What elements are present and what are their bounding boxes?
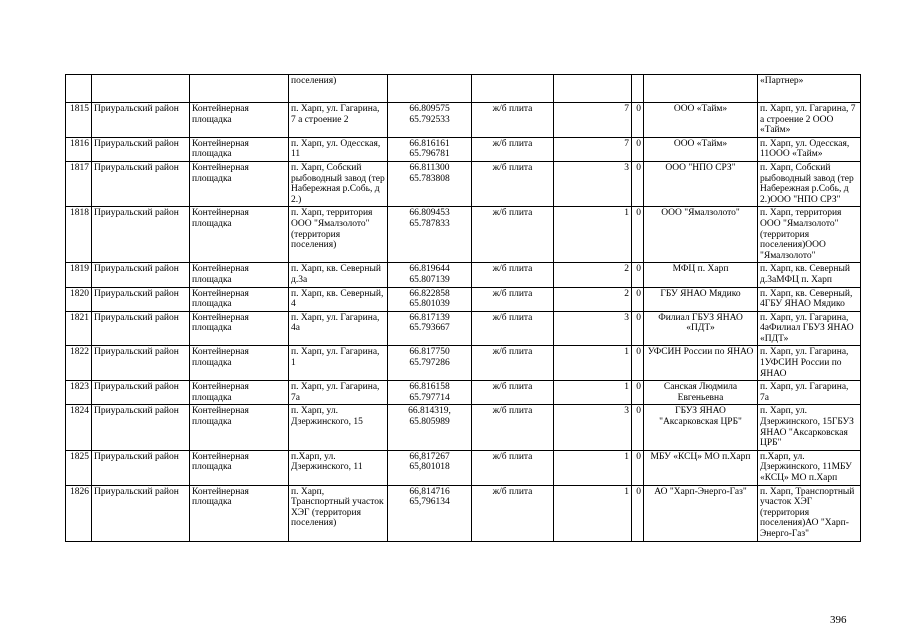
table-row-continued [66, 75, 861, 103]
cell-address: п. Харп, ул. Гагарина, 7а [289, 381, 388, 405]
cell-owner: Филиал ГБУЗ ЯНАО «ПДТ» [644, 311, 758, 346]
cell-type: Контейнерная площадка [190, 405, 289, 450]
cell-volume: 0 [632, 287, 644, 311]
cell-id: 1815 [66, 103, 92, 138]
cell-coords: 66.816158 65.797714 [388, 381, 472, 405]
cell-volume: 0 [632, 405, 644, 450]
cell-address: п. Харп, ул. Гагарина, 7 а строение 2 [289, 103, 388, 138]
registry-table [65, 74, 861, 542]
cell-source: п. Харп, ул. Гагарина, 7а [758, 381, 861, 405]
table-row [66, 450, 861, 485]
cell-type: Контейнерная площадка [190, 287, 289, 311]
cell-count: 7 [554, 103, 632, 138]
cell-cover: ж/б плита [472, 287, 554, 311]
cell-owner: ООО «Тайм» [644, 137, 758, 161]
table-row [66, 381, 861, 405]
cell-source: п. Харп, кв. Северный, 4ГБУ ЯНАО Мядико [758, 287, 861, 311]
cell-owner: МФЦ п. Харп [644, 263, 758, 287]
cell-source: «Партнер» [758, 75, 861, 103]
cell-count: 3 [554, 405, 632, 450]
cell-count: 2 [554, 287, 632, 311]
cell-cover: ж/б плита [472, 311, 554, 346]
table-row [66, 263, 861, 287]
cell-owner: ГБУ ЯНАО Мядико [644, 287, 758, 311]
cell-id [66, 75, 92, 103]
cell-source: п.Харп, ул. Дзержинского, 11МБУ «КСЦ» МО п.Харп [758, 450, 861, 485]
cell-count: 2 [554, 263, 632, 287]
cell-count: 1 [554, 485, 632, 541]
cell-address: п. Харп, ул. Гагарина, 4а [289, 311, 388, 346]
cell-cover [472, 75, 554, 103]
cell-volume: 0 [632, 103, 644, 138]
cell-coords: 66,814716 65,796134 [388, 485, 472, 541]
cell-type: Контейнерная площадка [190, 161, 289, 206]
cell-volume: 0 [632, 207, 644, 263]
cell-owner: МБУ «КСЦ» МО п.Харп [644, 450, 758, 485]
cell-address: п. Харп, Транспортный участок ХЭГ (территория поселения) [289, 485, 388, 541]
cell-source: п. Харп, Транспортный участок ХЭГ (территория поселения)АО "Харп-Энерго-Газ" [758, 485, 861, 541]
cell-id: 1821 [66, 311, 92, 346]
cell-volume: 0 [632, 346, 644, 381]
cell-address: п. Харп, ул. Гагарина, 1 [289, 346, 388, 381]
cell-type: Контейнерная площадка [190, 207, 289, 263]
table-row [66, 405, 861, 450]
cell-source: п. Харп, ул. Гагарина, 1УФСИН России по ЯНАО [758, 346, 861, 381]
cell-id: 1820 [66, 287, 92, 311]
cell-volume: 0 [632, 381, 644, 405]
cell-id: 1819 [66, 263, 92, 287]
cell-type: Контейнерная площадка [190, 450, 289, 485]
cell-source: п. Харп, территория ООО "Ямалзолото" (территория поселения)ООО "Ямалзолото" [758, 207, 861, 263]
table-row [66, 311, 861, 346]
cell-count: 3 [554, 161, 632, 206]
cell-coords: 66.814319, 65.805989 [388, 405, 472, 450]
cell-district: Приуральский район [92, 405, 190, 450]
cell-coords [388, 75, 472, 103]
cell-type: Контейнерная площадка [190, 381, 289, 405]
cell-type: Контейнерная площадка [190, 346, 289, 381]
cell-address: п. Харп, Собский рыбоводный завод (тер Набережная р.Собь, д 2.) [289, 161, 388, 206]
cell-source: п. Харп, Собский рыбоводный завод (тер Набережная р.Собь, д 2.)ООО "НПО СРЗ" [758, 161, 861, 206]
cell-owner: УФСИН России по ЯНАО [644, 346, 758, 381]
cell-source: п. Харп, ул. Дзержинского, 15ГБУЗ ЯНАО "Аксарковская ЦРБ" [758, 405, 861, 450]
cell-address: п.Харп, ул. Дзержинского, 11 [289, 450, 388, 485]
cell-count [554, 75, 632, 103]
cell-address: п. Харп, кв. Северный, 4 [289, 287, 388, 311]
cell-type: Контейнерная площадка [190, 485, 289, 541]
cell-volume: 0 [632, 137, 644, 161]
cell-source: п. Харп, ул. Гагарина, 4аФилиал ГБУЗ ЯНАО «ПДТ» [758, 311, 861, 346]
cell-source: п. Харп, ул. Одесская, 11ООО «Тайм» [758, 137, 861, 161]
cell-district: Приуральский район [92, 287, 190, 311]
cell-volume: 0 [632, 450, 644, 485]
cell-owner [644, 75, 758, 103]
cell-owner: ООО «Тайм» [644, 103, 758, 138]
cell-coords: 66.822858 65.801039 [388, 287, 472, 311]
cell-address: п. Харп, территория ООО "Ямалзолото" (территория поселения) [289, 207, 388, 263]
page-number: 396 [830, 614, 847, 626]
cell-type [190, 75, 289, 103]
cell-owner: ООО "НПО СРЗ" [644, 161, 758, 206]
cell-cover: ж/б плита [472, 161, 554, 206]
cell-address: п. Харп, ул. Дзержинского, 15 [289, 405, 388, 450]
cell-owner: ГБУЗ ЯНАО "Аксарковская ЦРБ" [644, 405, 758, 450]
cell-district: Приуральский район [92, 137, 190, 161]
cell-count: 1 [554, 381, 632, 405]
cell-owner: АО "Харп-Энерго-Газ" [644, 485, 758, 541]
cell-volume: 0 [632, 161, 644, 206]
cell-cover: ж/б плита [472, 103, 554, 138]
cell-district: Приуральский район [92, 161, 190, 206]
cell-volume: 0 [632, 485, 644, 541]
cell-coords: 66.816161 65.796781 [388, 137, 472, 161]
cell-id: 1823 [66, 381, 92, 405]
table-row [66, 346, 861, 381]
cell-type: Контейнерная площадка [190, 311, 289, 346]
cell-coords: 66.819644 65.807139 [388, 263, 472, 287]
table-row [66, 287, 861, 311]
cell-coords: 66.811300 65.783808 [388, 161, 472, 206]
cell-cover: ж/б плита [472, 450, 554, 485]
table-row [66, 485, 861, 541]
cell-source: п. Харп, ул. Гагарина, 7 а строение 2 ООО «Тайм» [758, 103, 861, 138]
cell-count: 1 [554, 207, 632, 263]
cell-count: 7 [554, 137, 632, 161]
cell-coords: 66.817750 65.797286 [388, 346, 472, 381]
cell-type: Контейнерная площадка [190, 103, 289, 138]
table-row [66, 207, 861, 263]
table-row [66, 137, 861, 161]
cell-cover: ж/б плита [472, 485, 554, 541]
cell-district: Приуральский район [92, 311, 190, 346]
cell-coords: 66.809453 65.787833 [388, 207, 472, 263]
cell-cover: ж/б плита [472, 207, 554, 263]
cell-volume: 0 [632, 311, 644, 346]
cell-cover: ж/б плита [472, 137, 554, 161]
cell-district: Приуральский район [92, 381, 190, 405]
cell-district: Приуральский район [92, 207, 190, 263]
cell-district: Приуральский район [92, 103, 190, 138]
cell-district: Приуральский район [92, 450, 190, 485]
cell-cover: ж/б плита [472, 346, 554, 381]
cell-volume: 0 [632, 263, 644, 287]
table-row [66, 103, 861, 138]
cell-coords: 66.809575 65.792533 [388, 103, 472, 138]
cell-id: 1822 [66, 346, 92, 381]
cell-id: 1816 [66, 137, 92, 161]
cell-count: 1 [554, 346, 632, 381]
cell-owner: ООО "Ямалзолото" [644, 207, 758, 263]
cell-district: Приуральский район [92, 485, 190, 541]
cell-address: п. Харп, кв. Северный д.3а [289, 263, 388, 287]
table-row [66, 161, 861, 206]
cell-id: 1826 [66, 485, 92, 541]
cell-id: 1825 [66, 450, 92, 485]
cell-owner: Санская Людмила Евгеньевна [644, 381, 758, 405]
cell-type: Контейнерная площадка [190, 137, 289, 161]
cell-cover: ж/б плита [472, 405, 554, 450]
cell-district: Приуральский район [92, 263, 190, 287]
cell-count: 3 [554, 311, 632, 346]
cell-address: п. Харп, ул. Одесская, 11 [289, 137, 388, 161]
cell-coords: 66.817139 65.793667 [388, 311, 472, 346]
cell-district [92, 75, 190, 103]
cell-type: Контейнерная площадка [190, 263, 289, 287]
cell-coords: 66,817267 65,801018 [388, 450, 472, 485]
cell-cover: ж/б плита [472, 263, 554, 287]
cell-id: 1818 [66, 207, 92, 263]
cell-district: Приуральский район [92, 346, 190, 381]
cell-address: поселения) [289, 75, 388, 103]
cell-cover: ж/б плита [472, 381, 554, 405]
cell-id: 1817 [66, 161, 92, 206]
cell-id: 1824 [66, 405, 92, 450]
cell-source: п. Харп, кв. Северный д.3аМФЦ п. Харп [758, 263, 861, 287]
cell-count: 1 [554, 450, 632, 485]
cell-volume [632, 75, 644, 103]
